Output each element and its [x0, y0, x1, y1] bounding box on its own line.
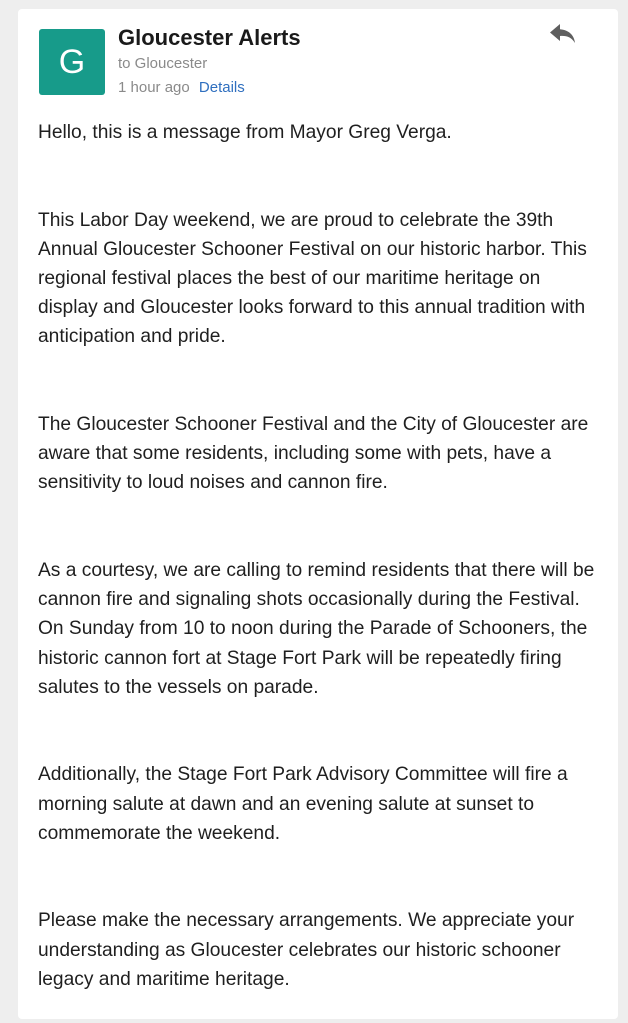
email-card: [18, 9, 618, 1019]
message-paragraph: Please make the necessary arrangements. We appreciate your understanding as Gloucester celebrates our historic schooner legacy and maritime heritage.: [38, 910, 575, 990]
sender-name: Gloucester Alerts: [118, 25, 301, 50]
sender-avatar: G: [39, 29, 105, 95]
recipient-line: to Gloucester: [118, 55, 208, 72]
message-paragraph: Hello, this is a message from Mayor Greg Verga.: [38, 122, 452, 143]
message-paragraph: The Gloucester Schooner Festival and the City of Gloucester are aware that some residents, including some with pets, have a sensitivity to loud noises and cannon fire.: [38, 414, 589, 494]
message-paragraph: Additionally, the Stage Fort Park Advisory Committee will fire a morning salute at dawn and an evening salute at sunset to commemorate the weekend.: [38, 764, 568, 844]
timestamp: 1 hour ago: [118, 79, 190, 96]
message-paragraph: This Labor Day weekend, we are proud to celebrate the 39th Annual Gloucester Schooner Festival on our historic harbor. This regional festival places the best of our maritime heritage on display and Gloucester looks forward to this annual tradition with anticipation and pride.: [38, 209, 587, 348]
message-body: [38, 118, 604, 994]
message-paragraph: As a courtesy, we are calling to remind residents that there will be cannon fire and signaling shots occasionally during the Festival. On Sunday from 10 to noon during the Parade of Schooners, the historic cannon fort at Stage Fort Park will be repeatedly firing salutes to the vessels on parade.: [38, 560, 595, 698]
timestamp-row: [118, 79, 245, 96]
reply-button[interactable]: [548, 21, 578, 47]
reply-icon: [548, 21, 578, 47]
details-link[interactable]: Details: [198, 79, 245, 96]
